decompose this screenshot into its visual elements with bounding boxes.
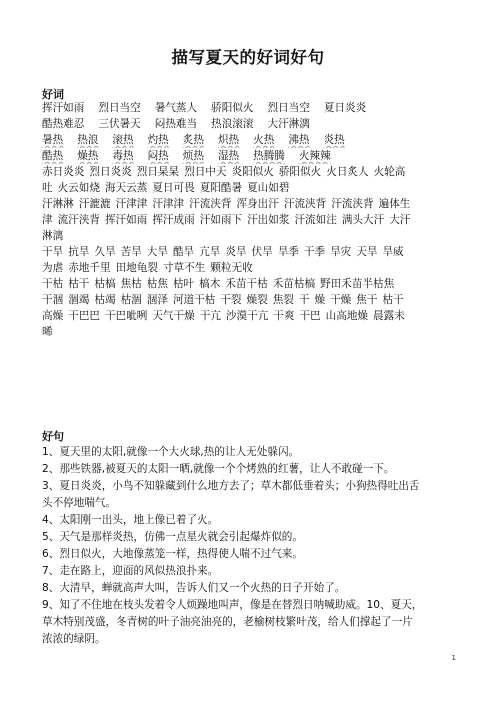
word-term: 炎热 [323,134,345,146]
word-term: 干巴呲咧 [104,310,148,322]
word-term: 闷热难当 [154,118,198,130]
word-term: 涸泽 [146,294,168,306]
word-term: 津 [42,214,53,226]
word-line [42,260,462,276]
word-term: 久旱 [94,246,116,258]
word-term: 烈日杲杲 [136,166,180,178]
word-term: 炙热 [182,134,204,146]
word-term: 大旱 [146,246,168,258]
word-term: 汗漉漉 [78,198,111,210]
word-term: 干 [298,294,310,306]
word-line [42,132,462,148]
word-term: 吐 [42,182,53,194]
word-term: 焦枯 [120,278,142,290]
sentence-line: 7、走在路上，迎面的风似热浪扑来。 [42,565,219,577]
word-term: 赤地千里 [68,262,111,274]
word-term: 滚热 [112,134,134,146]
word-line [42,276,462,292]
word-line [42,324,462,340]
word-term: 热浪滚滚 [211,118,254,130]
word-term: 干亢 [199,310,221,322]
word-term: 烈日当空 [98,102,141,114]
word-term: 沸热 [288,134,310,146]
word-line [42,196,462,212]
word-term: 亢旱 [199,246,221,258]
word-term: 枯叶 [172,278,195,290]
word-line [42,164,462,180]
word-term: 火日炙人 [326,166,369,178]
word-term: 遍体生 [378,198,411,210]
sentence-line: 2、那些铁器,被夏天的太阳一晒,就像一个个烤熟的红薯，让人不敢碰一下。 [42,463,395,475]
sentence-line: 头不停地喘气。 [42,497,117,509]
word-term: 旱灾 [330,246,352,258]
sentence-line: 3、夏日炎炎，小鸟不知躲藏到什么地方去了；草木都低垂着头；小狗热得吐出舌 [42,480,420,492]
word-term: 三伏暑天 [98,118,141,130]
word-term: 灼热 [147,134,169,146]
word-term: 大汗 [389,214,411,226]
word-term: 涸竭 [68,294,90,306]
sentence-line: 草木特别茂盛，冬青树的叶子油亮油亮的，老榆树枝繁叶茂，给人们撑起了一片 [42,616,413,628]
word-term: 晞 [42,326,53,338]
word-term: 苦旱 [120,246,142,258]
word-term: 夏阳酷暑 [199,182,243,194]
word-term: 火辣辣 [298,150,331,162]
word-term: 燥 [314,294,326,306]
word-term: 淋漓 [42,230,64,242]
word-line [42,116,462,132]
word-term: 抗旱 [68,246,90,258]
word-line [42,148,462,164]
word-term: 干裂 [220,294,242,306]
word-term: 汗津津 [115,198,148,210]
word-term: 干涸 [42,294,64,306]
word-term: 旱威 [382,246,404,258]
word-term: 槁木 [199,278,221,290]
word-term: 燥热 [77,150,99,162]
sentence-line: 4、太阳刚一出头，地上像已着了火。 [42,514,219,526]
word-term: 田地龟裂 [115,262,158,274]
word-term: 干爽 [273,310,295,322]
word-term: 干旱 [42,246,64,258]
word-term: 大汗淋漓 [267,118,310,130]
word-term: 骄阳似火 [211,102,254,114]
word-term: 挥汗如雨 [42,102,85,114]
word-term: 干巴 [299,310,321,322]
word-term: 烈日炎炎 [89,166,132,178]
word-term: 烈日当空 [267,102,310,114]
word-term: 闷热 [147,150,169,162]
word-term: 火热 [253,134,275,146]
word-line [42,228,462,244]
word-term: 寸草不生 [162,262,206,274]
sentence-line: 浓浓的绿阴。 [42,633,106,645]
word-term: 焦裂 [272,294,294,306]
word-term: 干燥 [330,294,352,306]
word-term: 汗如雨下 [199,214,243,226]
word-term: 炎阳似火 [231,166,274,178]
word-term: 热腾腾 [253,150,285,162]
word-term: 骄阳似火 [278,166,322,178]
word-term: 满头大汗 [341,214,385,226]
sentence-line: 5、天气是那样炎热，仿佛一点星火就会引起爆炸似的。 [42,531,303,543]
word-term: 枯竭 [94,294,116,306]
good-sentences-heading: 好句 [42,430,64,443]
word-term: 沙漠干亢 [225,310,269,322]
word-term: 枯涸 [120,294,142,306]
word-term: 暑热 [42,134,64,146]
word-term: 赤日炎炎 [42,166,85,178]
word-term: 干巴巴 [68,310,100,322]
word-term: 酷热 [42,150,64,162]
sentence-line: 9、知了不住地在枝头发着令人烦躁地叫声，像是在替烈日呐喊助威。10、夏天， [42,599,423,611]
word-term: 天气干燥 [152,310,195,322]
word-line [42,308,462,324]
word-term: 海天云蒸 [104,182,148,194]
sentence-line: 1、夏天里的太阳,就像一个大火球,热的让人无处躲闪。 [42,446,300,458]
word-term: 暑气蒸人 [154,102,198,114]
good-words-section [42,100,462,340]
word-term: 河道干枯 [172,294,216,306]
word-term: 汗出如浆 [247,214,290,226]
word-line [42,244,462,260]
word-line [42,100,462,116]
word-term: 流汗浃背 [57,214,100,226]
word-term: 天旱 [356,246,378,258]
word-term: 枯干 [68,278,90,290]
word-term: 干枯 [42,278,64,290]
page-number: 1 [451,654,456,662]
word-term: 热浪 [77,134,99,146]
word-term: 浑身出汗 [236,198,279,210]
word-term: 焦干 [356,294,378,306]
word-term: 颗粒无收 [210,262,253,274]
word-term: 烦热 [182,150,204,162]
word-term: 为虐 [42,262,64,274]
word-term: 酷热难忍 [42,118,85,130]
word-term: 夏日炎炎 [323,102,367,114]
word-term: 禾苗枯槁 [272,278,316,290]
word-line [42,180,462,196]
word-term: 炎旱 [225,246,247,258]
word-term: 山高地燥 [325,310,369,322]
word-line [42,212,462,228]
word-term: 枯干 [382,294,404,306]
sentence-line: 6、烈日似火，大地像蒸笼一样，热得使人喘不过气来。 [42,548,303,560]
word-term: 火云如烧 [57,182,100,194]
word-term: 干季 [303,246,326,258]
word-term: 挥汗如雨 [104,214,148,226]
good-sentences-section [42,444,462,648]
word-term: 汗淋淋 [42,198,74,210]
word-term: 伏旱 [251,246,273,258]
word-term: 汗津津 [152,198,185,210]
word-term: 晨露未 [373,310,405,322]
word-term: 火轮高 [373,166,406,178]
word-term: 挥汗成雨 [152,214,195,226]
word-term: 汗流如注 [294,214,337,226]
word-term: 禾苗干枯 [225,278,268,290]
word-term: 夏日可畏 [152,182,195,194]
word-term: 高燥 [42,310,64,322]
word-term: 枯槁 [94,278,116,290]
word-term: 燥裂 [246,294,268,306]
word-term: 旱季 [277,246,299,258]
word-term: 烈日中天 [184,166,227,178]
word-line [42,292,462,308]
sentence-line: 8、大清早，蝉就高声大叫，告诉人们又一个火热的日子开始了。 [42,582,346,594]
good-words-heading: 好词 [42,88,64,101]
page-title: 描写夏天的好词好句 [171,48,325,67]
word-term: 炽热 [217,134,240,146]
word-term: 汗流浃背 [331,198,374,210]
word-term: 汗流浃背 [283,198,327,210]
word-term: 枯焦 [146,278,168,290]
word-term: 汗流浃背 [189,198,232,210]
word-term: 毒热 [112,150,134,162]
word-term: 酷旱 [172,246,195,258]
word-term: 野田禾苗半枯焦 [320,278,395,290]
word-term: 夏山如碧 [247,182,290,194]
word-term: 湿热 [217,150,240,162]
